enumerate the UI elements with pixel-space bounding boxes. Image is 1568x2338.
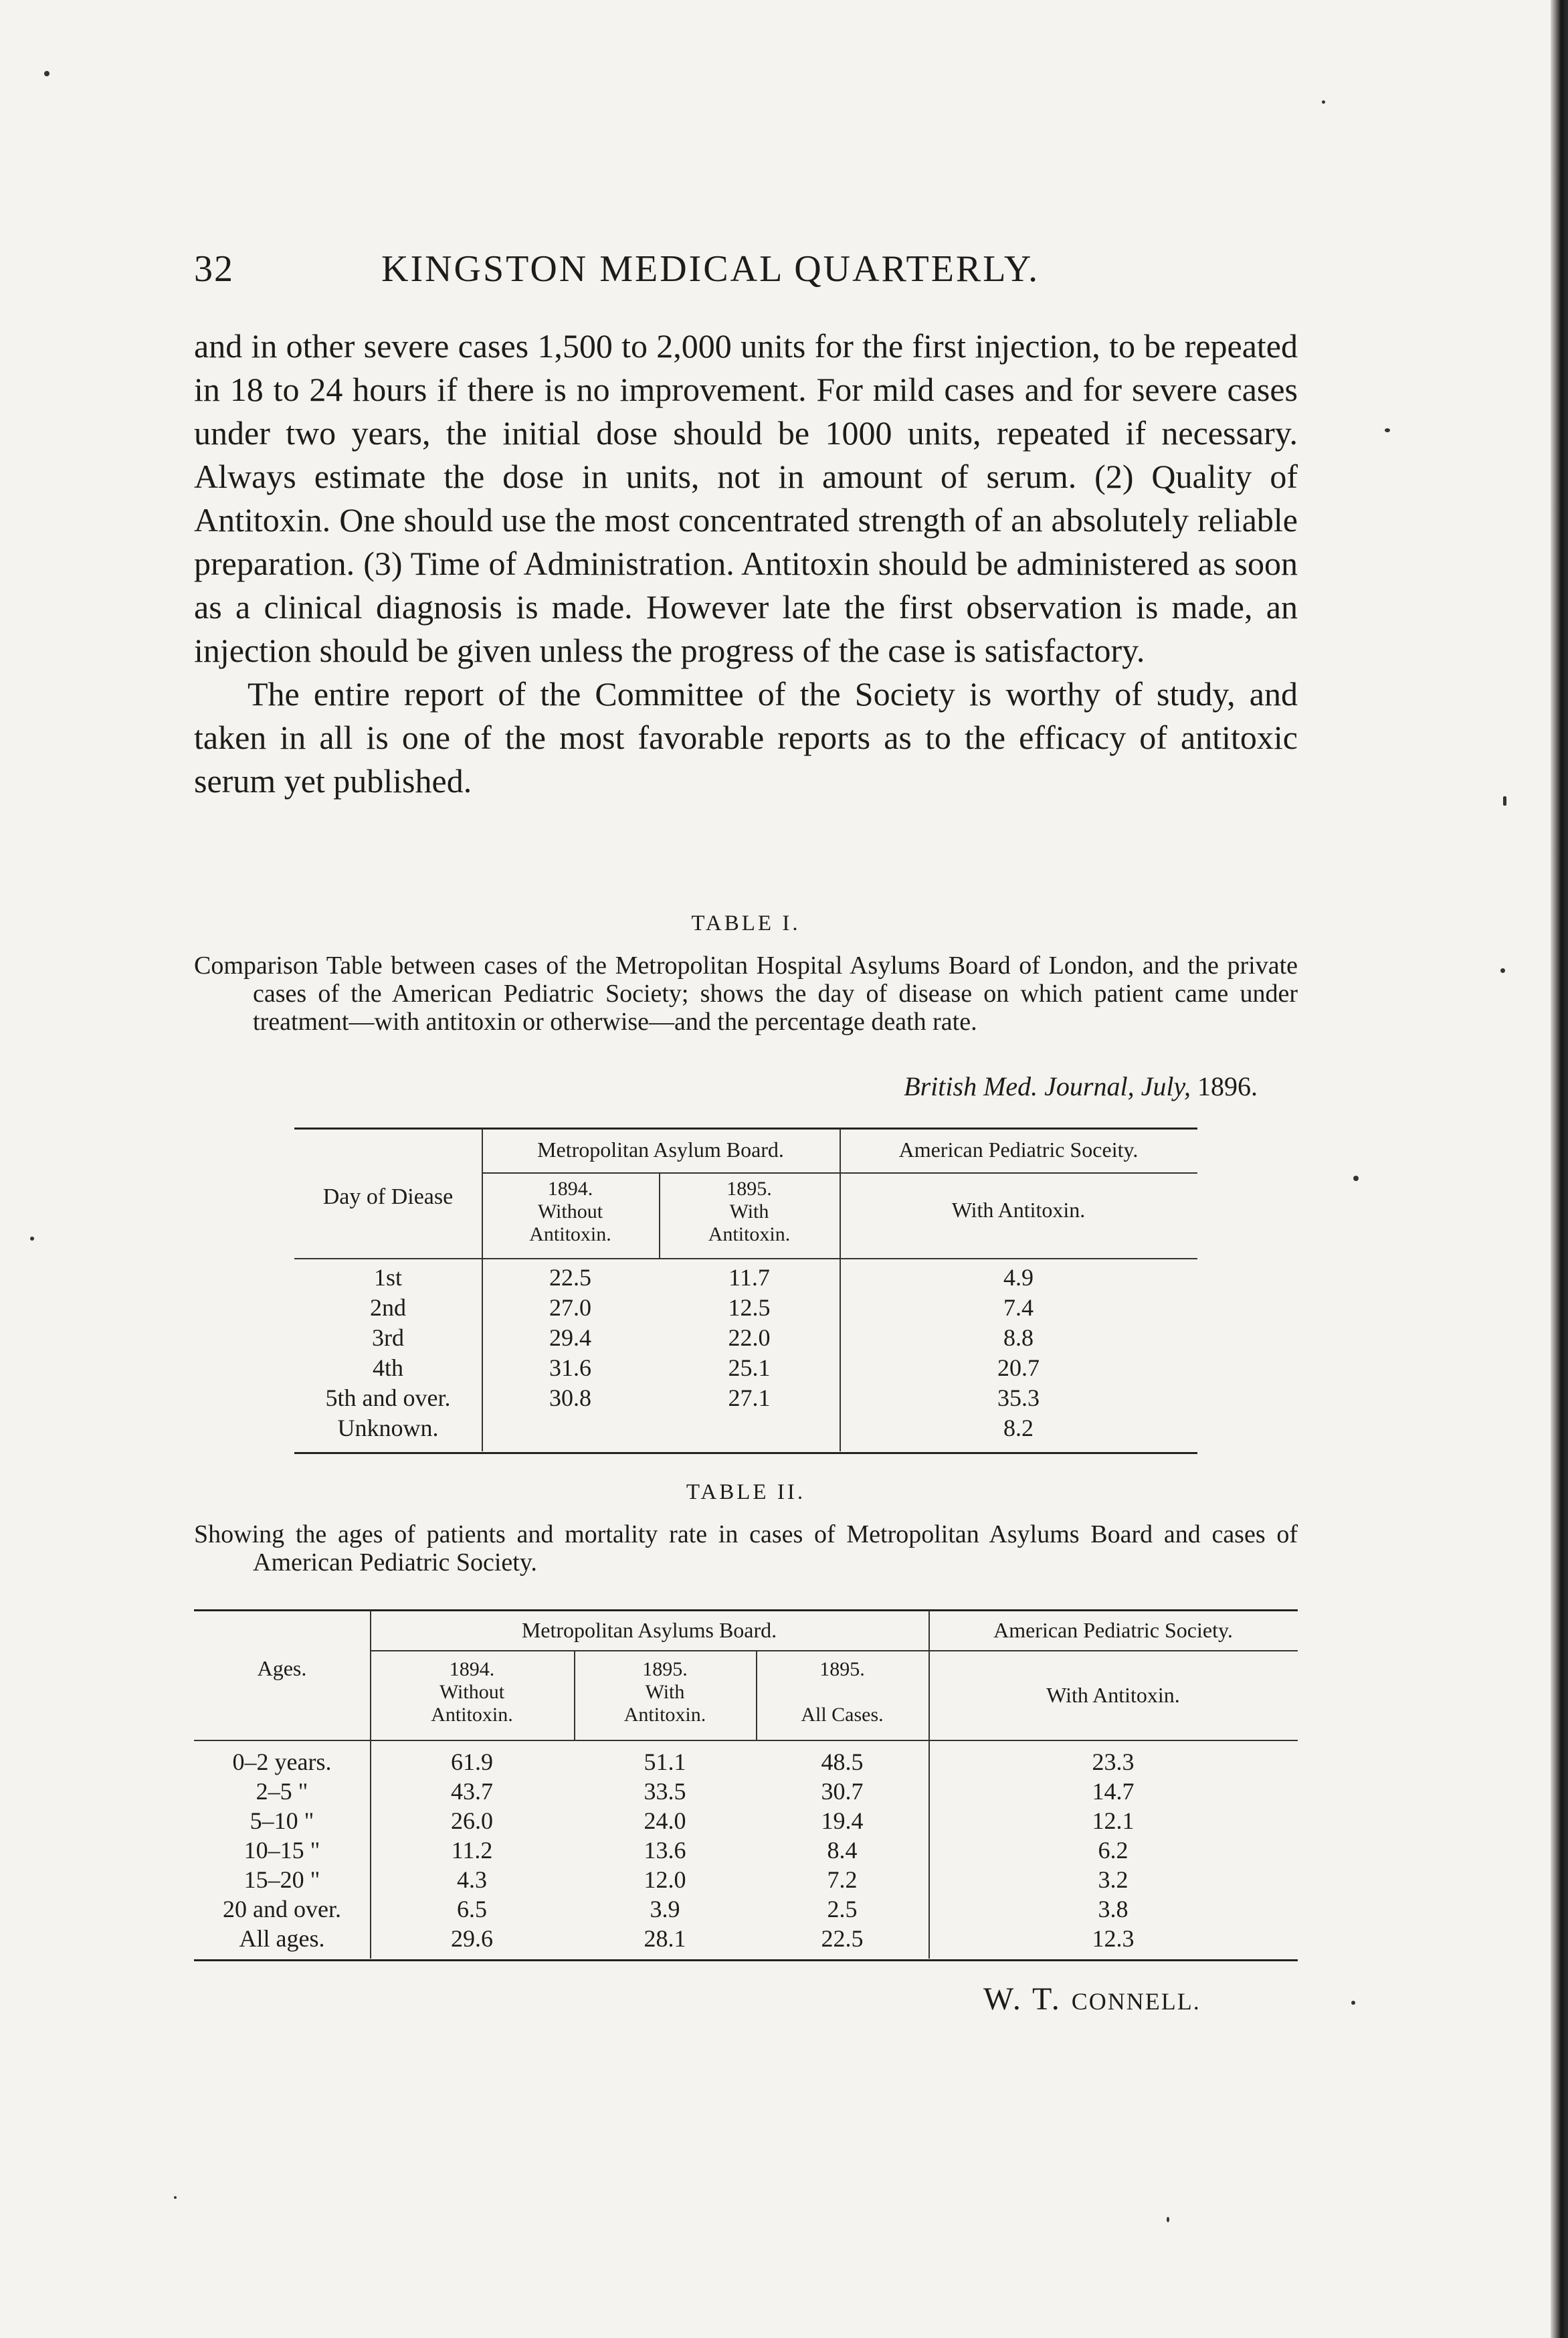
table1-cell-without: 31.6: [549, 1354, 591, 1381]
table2-cell-age: 15–20 ": [243, 1866, 320, 1893]
table1-col-day: Day of Diease: [322, 1184, 454, 1209]
table2-cell-age: 0–2 years.: [232, 1748, 332, 1775]
table1-cell-without: 30.8: [549, 1384, 591, 1411]
table1-cell-american: 20.7: [997, 1354, 1040, 1381]
table2-cell-without: 61.9: [451, 1748, 493, 1775]
table2-cell-american: 12.3: [1092, 1925, 1135, 1952]
journal-title: KINGSTON MEDICAL QUARTERLY.: [381, 248, 1040, 290]
table2-cell-american: 12.1: [1092, 1807, 1135, 1834]
table1-group-metro: Metropolitan Asylum Board.: [537, 1138, 784, 1162]
table1-cell-without: 29.4: [549, 1324, 591, 1351]
table2-cell-without: 4.3: [457, 1866, 487, 1893]
table1-col-without: 1894. Without Antitoxin.: [529, 1178, 611, 1245]
table2-cell-without: 6.5: [457, 1896, 487, 1922]
table1-cell-american: 35.3: [997, 1384, 1040, 1411]
page-number: 32: [194, 248, 234, 290]
table2-cell-age: All ages.: [239, 1925, 325, 1952]
source-year: 1896.: [1197, 1071, 1258, 1101]
author-signature: [983, 1981, 1201, 2017]
table1-cell-with: 22.0: [728, 1324, 771, 1351]
table2-cell-with: 51.1: [644, 1748, 686, 1775]
scan-speck: [44, 71, 50, 76]
table1-caption: Comparison Table between cases of the Metropolitan Hospital Asylums Board of London, and the private cases of the American Pediatric Society; shows the day of disease on which patient came under treatment—with antitoxin or otherwise—and the percentage death rate.: [194, 952, 1298, 1036]
table1-cell-without: 27.0: [549, 1294, 591, 1321]
scan-edge: [1551, 0, 1568, 2338]
table2-label: TABLE II.: [686, 1480, 806, 1504]
table1-cell-day: 3rd: [372, 1324, 404, 1351]
table2-cell-age: 2–5 ": [256, 1778, 308, 1805]
author-initials: W. T.: [983, 1981, 1062, 2017]
table2-col-all: 1895. All Cases.: [801, 1658, 884, 1726]
paragraph: The entire report of the Committee of the Society is worthy of study, and taken in all is one of the most favorable reports as to the efficacy of antitoxic serum yet published.: [194, 675, 1298, 800]
table1-group-american: American Pediatric Soceity.: [898, 1138, 1139, 1162]
table1-cell-day: Unknown.: [337, 1415, 439, 1441]
table2-cell-all: 30.7: [821, 1778, 864, 1805]
table2-cell-with: 24.0: [644, 1807, 686, 1834]
table2-cell-all: 19.4: [821, 1807, 864, 1834]
scan-speck: [30, 1237, 34, 1241]
scan-speck: [1351, 2001, 1355, 2005]
table1-cell-american: 8.2: [1003, 1415, 1034, 1441]
body-text: [194, 325, 1298, 803]
table2-col-american: With Antitoxin.: [1046, 1683, 1180, 1707]
table2-cell-with: 13.6: [644, 1837, 686, 1864]
table1-cell-american: 8.8: [1003, 1324, 1034, 1351]
table2-cell-with: 28.1: [644, 1925, 686, 1952]
table1-label: TABLE I.: [691, 911, 801, 935]
scan-speck: [1385, 428, 1390, 432]
table2-cell-with: 12.0: [644, 1866, 686, 1893]
table1-col-with: 1895. With Antitoxin.: [708, 1178, 791, 1245]
table2-cell-all: 2.5: [827, 1896, 858, 1922]
table2-cell-american: 3.8: [1098, 1896, 1129, 1922]
table2-col-ages: Ages.: [257, 1656, 307, 1680]
table2-cell-without: 43.7: [451, 1778, 493, 1805]
author-surname: CONNELL.: [1071, 1988, 1201, 2015]
table2-cell-american: 6.2: [1098, 1837, 1129, 1864]
table1-cell-with: 11.7: [728, 1264, 770, 1291]
table1-cell-with: 27.1: [728, 1384, 771, 1411]
table2-caption: Showing the ages of patients and mortality rate in cases of Metropolitan Asylums Board and cases of American Pediatric Society.: [194, 1520, 1298, 1577]
table1-cell-day: 5th and over.: [325, 1384, 451, 1411]
source-journal: British Med. Journal, July,: [904, 1071, 1191, 1101]
table2-cell-american: 3.2: [1098, 1866, 1129, 1893]
table2-cell-american: 14.7: [1092, 1778, 1135, 1805]
table2-cell-american: 23.3: [1092, 1748, 1135, 1775]
table2-cell-all: 48.5: [821, 1748, 864, 1775]
table2-col-with: 1895. With Antitoxin.: [623, 1658, 706, 1726]
table1-cell-with: 12.5: [728, 1294, 771, 1321]
table2-col-without: 1894. Without Antitoxin.: [431, 1658, 513, 1726]
running-header: [194, 248, 1298, 288]
table1-cell-day: 1st: [373, 1264, 402, 1291]
table2-cell-all: 7.2: [827, 1866, 858, 1893]
scan-speck: [1500, 968, 1505, 973]
table2-group-american: American Pediatric Society.: [993, 1618, 1233, 1642]
table2-cell-with: 3.9: [650, 1896, 680, 1922]
table2-cell-with: 33.5: [644, 1778, 686, 1805]
table2-cell-without: 29.6: [451, 1925, 493, 1952]
table1-cell-day: 4th: [372, 1354, 403, 1381]
table2-cell-age: 10–15 ": [243, 1837, 320, 1864]
table1-cell-without: 22.5: [549, 1264, 591, 1291]
table2-cell-without: 11.2: [451, 1837, 493, 1864]
table1-cell-with: 25.1: [728, 1354, 771, 1381]
scan-speck: [1353, 1176, 1359, 1181]
table2-group-metro: Metropolitan Asylums Board.: [521, 1618, 777, 1642]
table2-cell-age: 5–10 ": [250, 1807, 314, 1834]
scan-speck: [1322, 100, 1325, 104]
table2-cell-without: 26.0: [451, 1807, 493, 1834]
table1-cell-american: 4.9: [1003, 1264, 1034, 1291]
table1-source: [194, 1071, 1258, 1102]
table1-cell-day: 2nd: [370, 1294, 406, 1321]
scan-speck: [174, 2196, 177, 2199]
scan-speck: [1503, 796, 1506, 806]
table1-cell-american: 7.4: [1003, 1294, 1034, 1321]
table2-cell-all: 8.4: [827, 1837, 858, 1864]
paragraph: and in other severe cases 1,500 to 2,000 units for the first injection, to be repeated in 18 to 24 hours if there is no improvement. For mild cases and for severe cases under two years, the initial dose should be 1000 units, repeated if necessary. Always estimate the dose in units, not in amount of serum. (2) Quality of Antitoxin. One should use the most concentrated strength of an absolutely reliable preparation. (3) Time of Administration. Antitoxin should be administered as soon as a clinical diagnosis is made. However late the first observation is made, an injection should be given unless the progress of the case is satisfactory.: [194, 327, 1298, 669]
table1-col-american: With Antitoxin.: [951, 1198, 1086, 1222]
table2-cell-age: 20 and over.: [223, 1896, 341, 1922]
table2-cell-all: 22.5: [821, 1925, 864, 1952]
scan-speck: [1167, 2217, 1169, 2222]
